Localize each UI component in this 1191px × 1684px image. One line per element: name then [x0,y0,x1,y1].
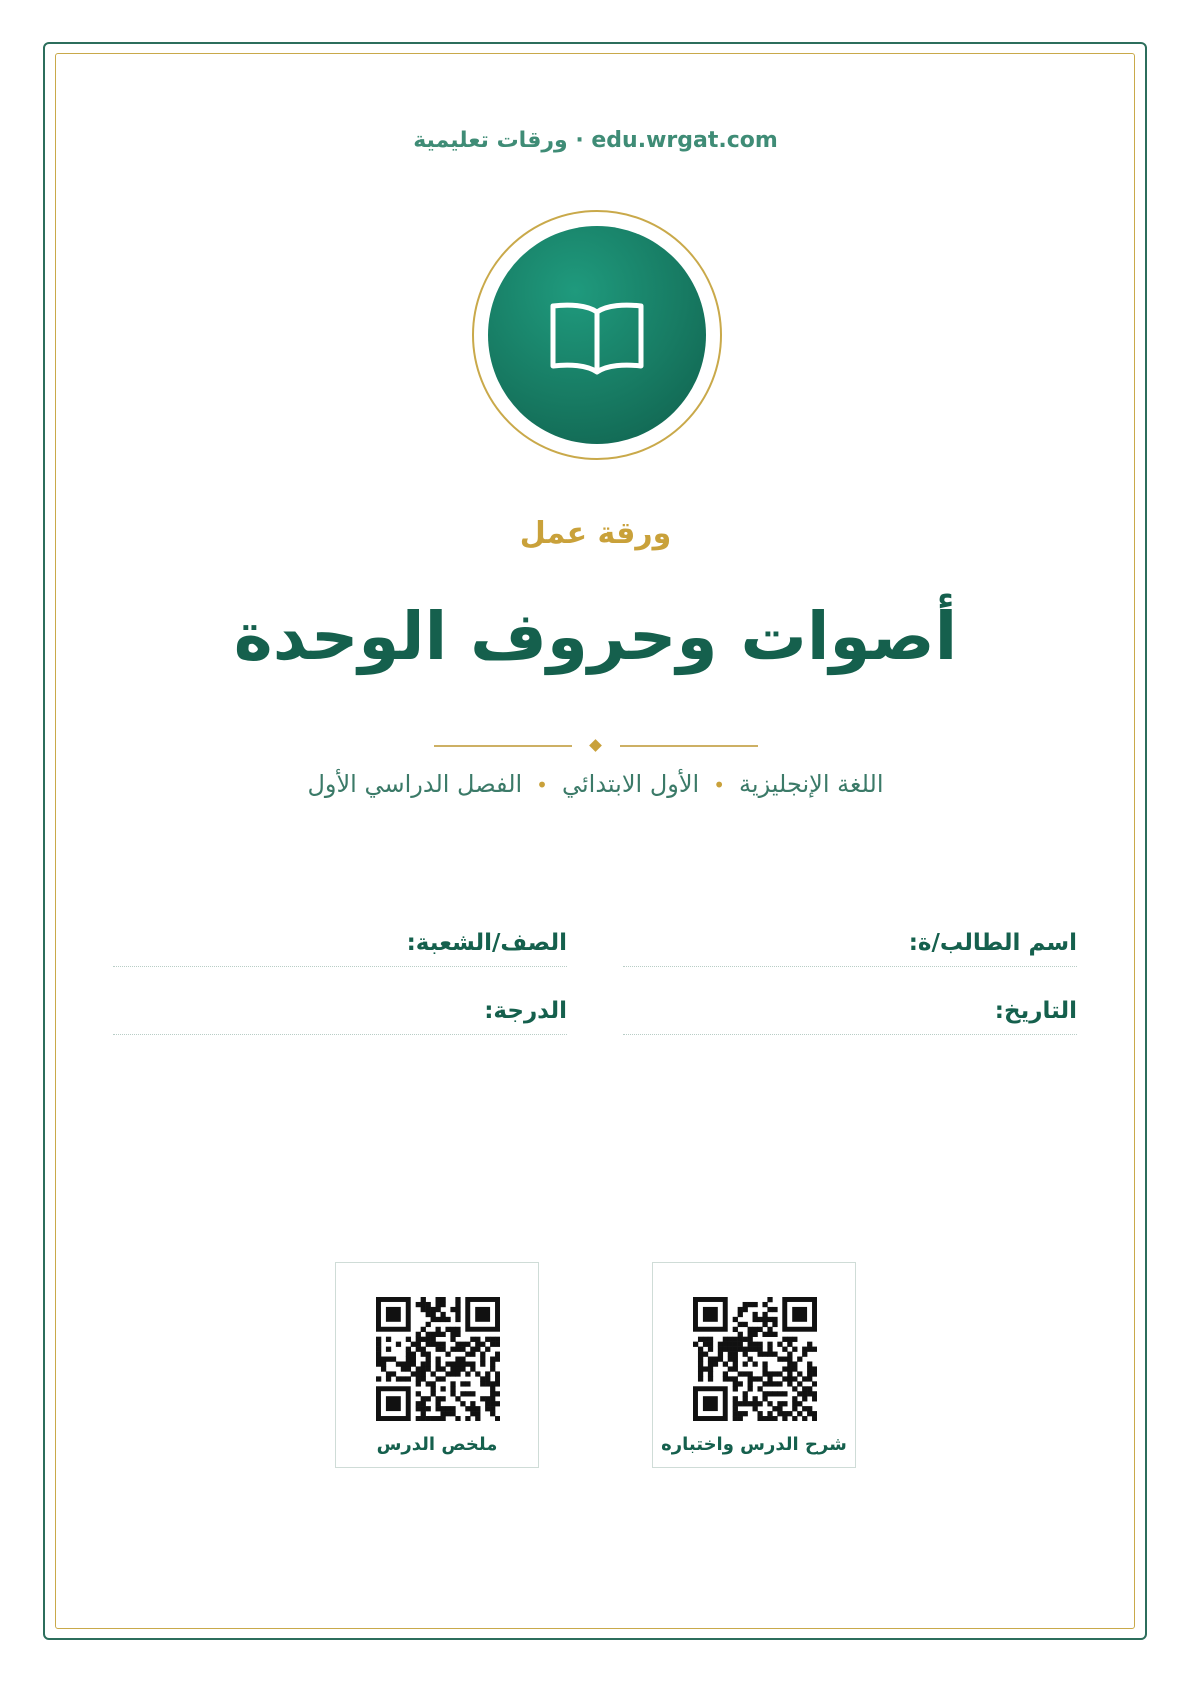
date-label: التاريخ: [994,998,1077,1024]
class-section-field[interactable] [113,926,567,967]
subject: اللغة الإنجليزية [739,770,884,798]
qr-caption: شرح الدرس واختباره [661,1434,847,1455]
student-name-field[interactable] [623,926,1077,967]
emblem [472,210,722,460]
grade-label: الدرجة: [484,998,567,1024]
qr-card-lesson-summary[interactable] [335,1262,539,1468]
qr-caption: ملخص الدرس [376,1434,498,1455]
site-header: edu.wrgat.com · ورقات تعليمية [413,128,778,153]
grade-field[interactable] [113,994,567,1035]
separator-dot-icon: • [536,773,548,797]
qr-code-icon [376,1297,500,1421]
emblem-circle [488,226,706,444]
qr-code-icon [693,1297,817,1421]
student-name-label: اسم الطالب/ة: [908,930,1077,956]
divider-diamond-icon [589,739,602,752]
worksheet-title: أصوات وحروف الوحدة [233,598,958,675]
grade-level: الأول الابتدائي [561,770,700,798]
semester: الفصل الدراسي الأول [307,770,523,798]
class-section-label: الصف/الشعبة: [406,930,567,956]
worksheet-meta [0,770,1191,798]
separator-dot-icon: • [713,773,726,797]
date-field[interactable] [623,994,1077,1035]
qr-card-lesson-explanation[interactable] [652,1262,856,1468]
title-divider [434,738,758,754]
worksheet-label: ورقة عمل [519,516,672,551]
open-book-icon [547,298,647,378]
